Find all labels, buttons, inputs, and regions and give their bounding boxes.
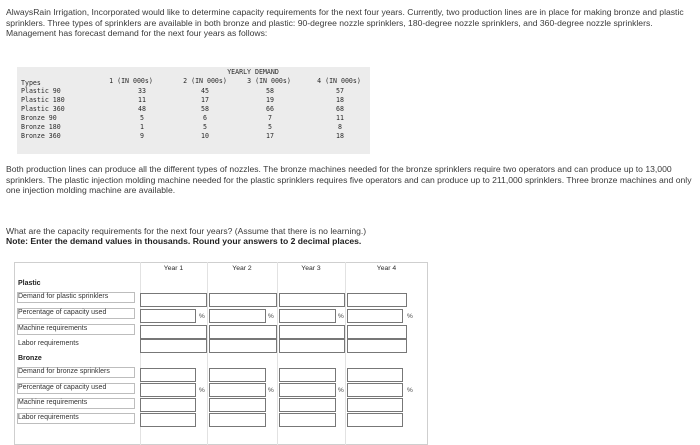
bronze-section-title: Bronze: [18, 355, 42, 362]
bronze-labor-year4-input[interactable]: [347, 413, 403, 427]
plastic-demand-year4-input[interactable]: [347, 293, 407, 307]
plastic-machine-year1-input[interactable]: [140, 325, 207, 339]
types-label: Types: [21, 79, 41, 87]
percent-sign: %: [268, 313, 274, 320]
bronze-demand-year4-input[interactable]: [347, 368, 403, 382]
demand-cell: 45: [201, 87, 209, 95]
plastic-labor-label: Labor requirements: [18, 340, 79, 347]
row-type-label: Plastic 180: [21, 96, 65, 104]
percent-sign: %: [407, 313, 413, 320]
bronze-labor-year1-input[interactable]: [140, 413, 196, 427]
demand-cell: 11: [138, 96, 146, 104]
column-divider: [345, 262, 346, 445]
demand-cell: 9: [140, 132, 144, 140]
bronze-machine-year1-input[interactable]: [140, 398, 196, 412]
percent-sign: %: [199, 387, 205, 394]
column-divider: [277, 262, 278, 445]
demand-cell: 68: [336, 105, 344, 113]
percent-sign: %: [199, 313, 205, 320]
plastic-demand-year1-input[interactable]: [140, 293, 207, 307]
bronze-machine-label: Machine requirements: [18, 399, 88, 406]
bronze-demand-year2-input[interactable]: [209, 368, 266, 382]
row-type-label: Bronze 180: [21, 123, 61, 131]
demand-cell: 8: [338, 123, 342, 131]
bronze-percentage-label: Percentage of capacity used: [18, 384, 107, 391]
plastic-percentage-year3-input[interactable]: [279, 309, 336, 323]
plastic-percentage-year2-input[interactable]: [209, 309, 266, 323]
demand-cell: 18: [336, 132, 344, 140]
demand-cell: 58: [201, 105, 209, 113]
bronze-machine-year3-input[interactable]: [279, 398, 336, 412]
plastic-demand-year3-input[interactable]: [279, 293, 345, 307]
demand-table: [17, 67, 370, 154]
row-type-label: Plastic 90: [21, 87, 61, 95]
row-type-label: Bronze 360: [21, 132, 61, 140]
bronze-percentage-year3-input[interactable]: [279, 383, 336, 397]
note-text: Note: Enter the demand values in thousands. Round your answers to 2 decimal places.: [6, 236, 362, 246]
percent-sign: %: [338, 387, 344, 394]
demand-cell: 18: [336, 96, 344, 104]
bronze-labor-year3-input[interactable]: [279, 413, 336, 427]
demand-cell: 5: [140, 114, 144, 122]
row-type-label: Bronze 90: [21, 114, 57, 122]
year-3-column-header: Year 3: [301, 265, 321, 272]
bronze-machine-year4-input[interactable]: [347, 398, 403, 412]
production-description: Both production lines can produce all the different types of nozzles. The bronze machines needed for the bronze sprinklers require two operators and can produce up to 13,000 sprinklers. The plastic injection molding machine needed for the plastic sprinklers requires five operators and can produce up to 211,000 sprinklers. Three bronze machines and only one injection molding machine are available.: [6, 164, 692, 196]
year-2-column-header: Year 2: [232, 265, 252, 272]
year-1-column-header: Year 1: [163, 265, 184, 272]
plastic-labor-year1-input[interactable]: [140, 339, 207, 353]
demand-cell: 1: [140, 123, 144, 131]
demand-cell: 11: [336, 114, 344, 122]
plastic-machine-year3-input[interactable]: [279, 325, 345, 339]
plastic-labor-year3-input[interactable]: [279, 339, 345, 353]
bronze-labor-year2-input[interactable]: [209, 413, 266, 427]
bronze-percentage-year2-input[interactable]: [209, 383, 266, 397]
plastic-demand-year2-input[interactable]: [209, 293, 277, 307]
bronze-demand-year1-input[interactable]: [140, 368, 196, 382]
demand-cell: 10: [201, 132, 209, 140]
demand-cell: 6: [203, 114, 207, 122]
plastic-machine-year2-input[interactable]: [209, 325, 277, 339]
plastic-percentage-year1-input[interactable]: [140, 309, 196, 323]
bronze-machine-year2-input[interactable]: [209, 398, 266, 412]
plastic-machine-year4-input[interactable]: [347, 325, 407, 339]
problem-intro: AlwaysRain Irrigation, Incorporated would like to determine capacity requirements for the next four years. Currently, two production lines are in place for making bronze and plastic sprinklers. Three types of sprinklers are available in both bronze and plastic: 90-degree nozzle sprinklers, 180-degree nozzle sprinklers, and 360-degree nozzle sprinklers. Management has forecast demand for the next four years as follows:: [6, 7, 684, 39]
question-text: What are the capacity requirements for the next four years? (Assume that there is no learning.): [6, 226, 367, 236]
percent-sign: %: [338, 313, 344, 320]
year-1-header: 1 (IN 000s): [109, 77, 153, 85]
demand-cell: 17: [201, 96, 209, 104]
column-divider: [207, 262, 208, 445]
bronze-percentage-year4-input[interactable]: [347, 383, 403, 397]
demand-cell: 58: [266, 87, 274, 95]
bronze-percentage-year1-input[interactable]: [140, 383, 196, 397]
year-4-column-header: Year 4: [376, 265, 397, 272]
percent-sign: %: [268, 387, 274, 394]
plastic-section-title: Plastic: [18, 280, 41, 287]
plastic-labor-year2-input[interactable]: [209, 339, 277, 353]
demand-cell: 33: [138, 87, 146, 95]
bronze-labor-label: Labor requirements: [18, 414, 79, 421]
plastic-percentage-label: Percentage of capacity used: [18, 309, 107, 316]
year-2-header: 2 (IN 000s): [183, 77, 227, 85]
plastic-labor-year4-input[interactable]: [347, 339, 407, 353]
plastic-machine-label: Machine requirements: [18, 325, 88, 332]
year-3-header: 3 (IN 000s): [247, 77, 291, 85]
demand-cell: 17: [266, 132, 274, 140]
plastic-demand-label: Demand for plastic sprinklers: [18, 293, 109, 300]
demand-cell: 19: [266, 96, 274, 104]
demand-cell: 66: [266, 105, 274, 113]
row-type-label: Plastic 360: [21, 105, 65, 113]
demand-cell: 57: [336, 87, 344, 95]
demand-cell: 5: [268, 123, 272, 131]
bronze-demand-year3-input[interactable]: [279, 368, 336, 382]
year-4-header: 4 (IN 000s): [317, 77, 361, 85]
demand-cell: 5: [203, 123, 207, 131]
demand-table-title: YEARLY DEMAND: [227, 68, 279, 76]
demand-cell: 7: [268, 114, 272, 122]
bronze-demand-label: Demand for bronze sprinklers: [18, 368, 110, 375]
demand-cell: 48: [138, 105, 146, 113]
plastic-percentage-year4-input[interactable]: [347, 309, 403, 323]
percent-sign: %: [407, 387, 413, 394]
